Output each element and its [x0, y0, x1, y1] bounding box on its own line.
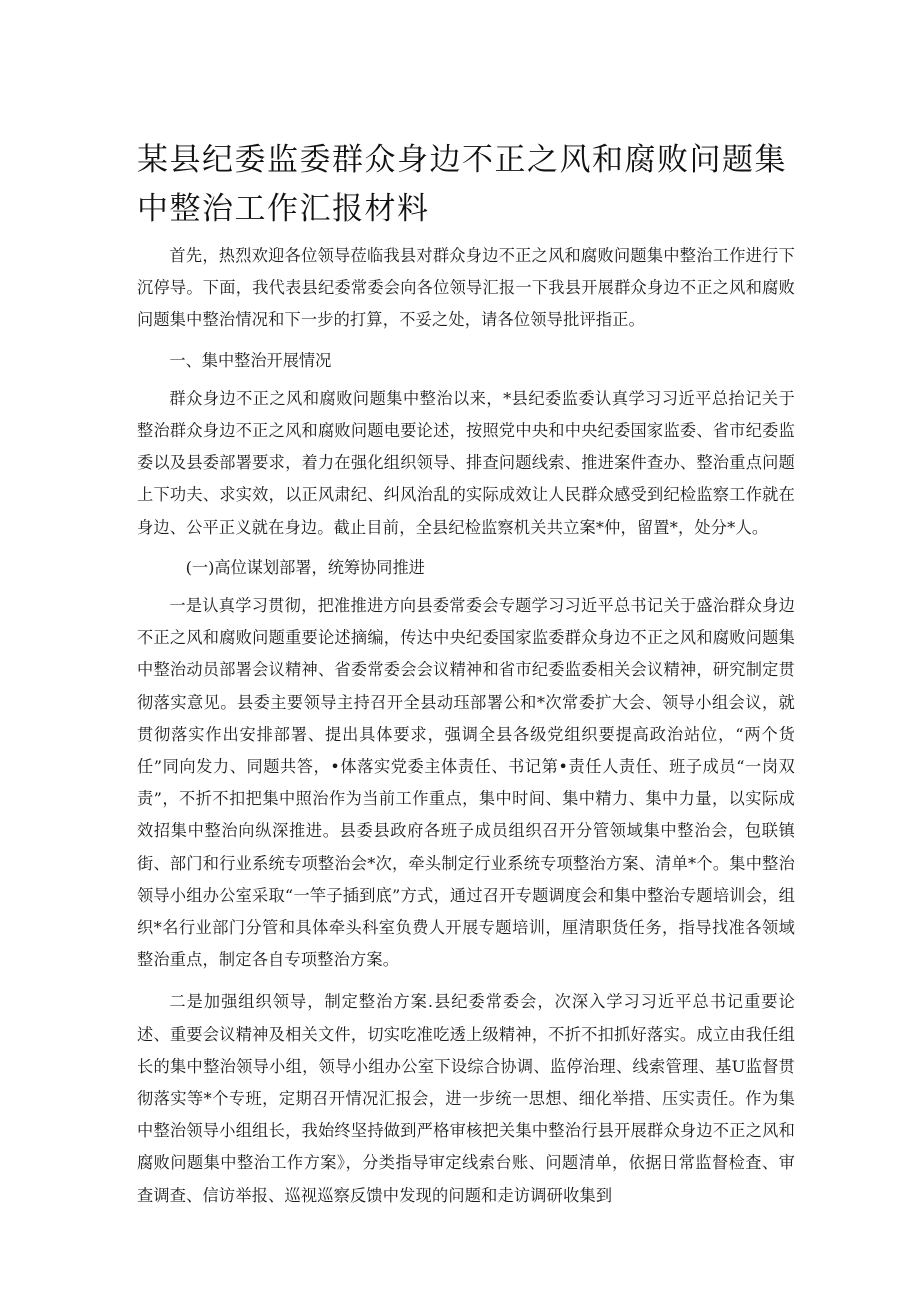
intro-paragraph: 首先，热烈欢迎各位领导莅临我县对群众身边不正之风和腐败问题集中整治工作进行下沉停导。下面，我代表县纪委常委会向各位领导汇报一下我县开展群众身边不正之风和腐败问题集中整治情况和下一步的打算，不妥之处，请各位领导批评指正。 — [137, 246, 795, 330]
document-body — [137, 240, 795, 1212]
section-heading: 一、集中整治开展情况 — [169, 350, 332, 370]
paragraph-one: 一是认真学习贯彻，把准推进方向县委常委会专题学习习近平总书记关于盛治群众身边不正之风和腐败问题重要论述摘编，传达中央纪委国家监委群众身边不正之风和腐败问题集中整治动员部署会议精神、省委常委会会议精神和省市纪委监委相关会议精神，研究制定贯彻落实意见。县委主要领导主持召开全县动珏部署公和*次常委扩大会、领导小组会议，就贯彻落实作出安排部署、提出具体要求，强调全县各级党组织要提高政治站位，“两个货任”同向发力、同题共答，•体落实党委主体责任、书记第•责任人责任、班子成员“一岗双责”，不折不扣把集中照治作为当前工作重点，集中时间、集中精力、集中力量，以实际成效招集中整治向纵深推进。县委县政府各班子成员组织召开分管领域集中整治会，包联镇街、部门和行业系统专项整治会*次，牵头制定行业系统专项整治方案、清单*个。集中整治领导小组办公室采取“一竿子插到底”方式，通过召开专题调度会和集中整治专题培训会，组织*名行业部门分管和具体牵头科室负费人开展专题培训，厘清职货任务，指导找准各领域整治重点，制定各自专项整治方案。 — [137, 596, 795, 970]
paragraph-two: 二是加强组织领导，制定整治方案.县纪委常委会，次深入学习习近平总书记重要论述、重要会议精神及相关文件，切实吃准吃透上级精神，不折不扣抓好落实。成立由我任组长的集中整治领导小组，领导小组办公室下设综合协调、监停治理、线索管理、基U监督贯彻落实等*个专班，定期召开情况汇报会，进一步统一思想、细化举措、压实责任。作为集中整治领导小组组长，我始终坚持做到严格审核把关集中整治行县开展群众身边不正之风和腐败问题集中整治工作方案》，分类指导审定线索台账、问题清单，依据日常监督检査、审查调查、信访举报、巡视巡察反馈中发现的问题和走访调研收集到 — [137, 992, 795, 1205]
document-title: 某县纪委监委群众身边不正之风和腐败问题集中整治工作汇报材料 — [137, 142, 787, 227]
subsection-heading: (一)高位谋划部署，统筹协同推进 — [185, 557, 425, 577]
section-paragraph: 群众身边不正之风和腐败问题集中整治以来，*县纪委监委认真学习习近平总抬记关于整治群众身边不正之风和腐败问题电要论述，按照党中央和中央纪委国家监委、省市纪委监委以及县委部署要求，着力在强化组织领导、排查问题线索、推进案件查办、整治重点问题上下功夫、求实效，以正风肃纪、纠风治乱的实际成效让人民群众感受到纪检监察工作就在身边、公平正义就在身边。截止目前，全县纪检监察机关共立案*仲，留置*，处分*人。 — [137, 388, 795, 537]
